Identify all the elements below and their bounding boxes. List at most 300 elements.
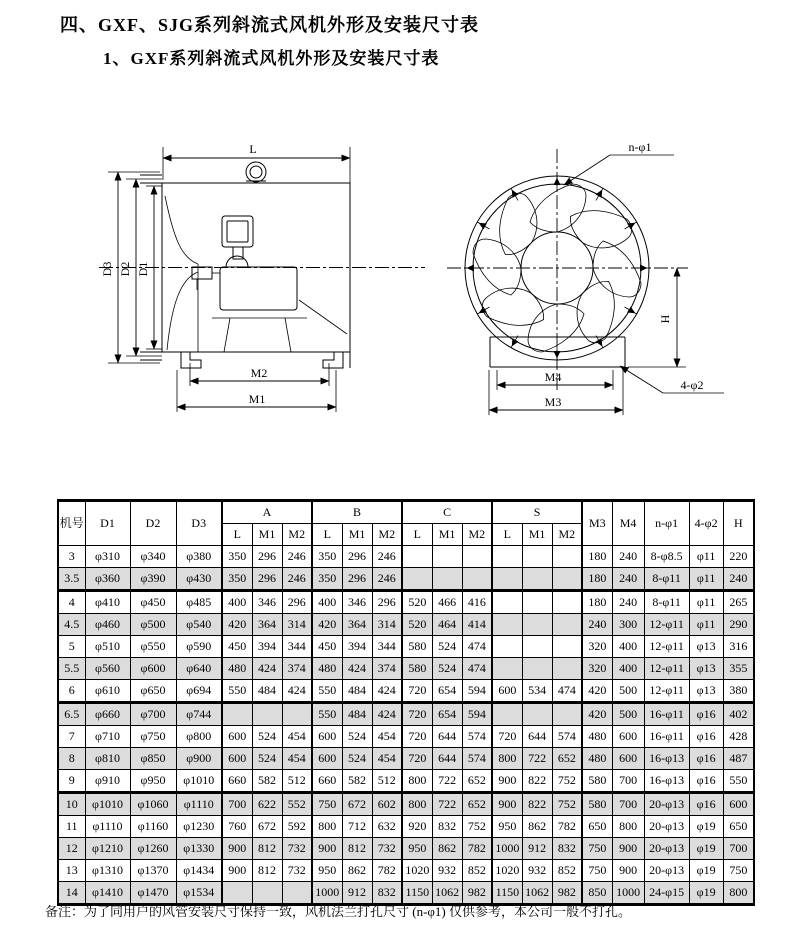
- table-cell: 240: [612, 546, 644, 568]
- motor-assembly: [192, 216, 297, 310]
- table-cell: 672: [342, 793, 372, 816]
- col-header-d2: D2: [130, 501, 176, 546]
- table-cell: 1000: [312, 882, 342, 905]
- callout-n-phi1: [564, 140, 674, 185]
- table-cell: 296: [342, 546, 372, 568]
- table-cell: φ540: [176, 614, 222, 636]
- table-cell: 1020: [402, 860, 432, 882]
- table-cell: 644: [522, 726, 552, 748]
- table-cell: 454: [372, 748, 402, 770]
- table-cell: 524: [342, 726, 372, 748]
- table-cell: 720: [492, 726, 522, 748]
- table-cell: 5.5: [58, 658, 85, 680]
- fan-front-view-drawing: [440, 140, 760, 422]
- table-cell: 240: [582, 614, 612, 636]
- table-cell: [402, 568, 432, 591]
- table-cell: φ13: [689, 680, 723, 703]
- table-cell: φ460: [85, 614, 130, 636]
- table-cell: 6: [58, 680, 85, 703]
- table-cell: 752: [552, 793, 582, 816]
- table-cell: φ16: [689, 726, 723, 748]
- table-cell: 246: [372, 546, 402, 568]
- table-cell: 602: [372, 793, 402, 816]
- table-cell: φ610: [85, 680, 130, 703]
- col-group-c: C: [402, 501, 492, 524]
- table-cell: φ1410: [85, 882, 130, 905]
- table-cell: 800: [492, 748, 522, 770]
- table-cell: φ16: [689, 703, 723, 726]
- table-cell: [552, 658, 582, 680]
- fan-table-body: [58, 546, 754, 905]
- fan-dimension-table: [57, 499, 755, 906]
- table-cell: [402, 546, 432, 568]
- table-cell: 592: [282, 816, 312, 838]
- table-cell: 512: [282, 770, 312, 793]
- label-H: H: [658, 314, 672, 324]
- table-cell: 720: [402, 703, 432, 726]
- table-cell: φ1370: [130, 860, 176, 882]
- table-cell: φ950: [130, 770, 176, 793]
- table-cell: 296: [342, 568, 372, 591]
- table-cell: φ1330: [176, 838, 222, 860]
- table-cell: 722: [432, 770, 462, 793]
- table-cell: φ380: [176, 546, 222, 568]
- table-cell: 316: [723, 636, 754, 658]
- table-cell: 574: [462, 726, 492, 748]
- table-cell: 466: [432, 591, 462, 614]
- table-cell: 800: [402, 793, 432, 816]
- table-row: [58, 568, 754, 591]
- table-cell: 520: [402, 614, 432, 636]
- table-cell: 594: [462, 703, 492, 726]
- table-cell: [522, 658, 552, 680]
- table-cell: 400: [612, 636, 644, 658]
- subcol-s-m2: M2: [552, 524, 582, 546]
- table-cell: 296: [372, 591, 402, 614]
- table-cell: φ1230: [176, 816, 222, 838]
- table-cell: [522, 703, 552, 726]
- table-cell: [282, 703, 312, 726]
- table-cell: 812: [342, 838, 372, 860]
- table-cell: 720: [402, 680, 432, 703]
- table-cell: φ19: [689, 838, 723, 860]
- table-row: [58, 591, 754, 614]
- table-cell: 900: [612, 838, 644, 860]
- table-cell: 552: [282, 793, 312, 816]
- table-cell: 416: [462, 591, 492, 614]
- table-cell: 394: [252, 636, 282, 658]
- table-cell: 3.5: [58, 568, 85, 591]
- table-cell: φ660: [85, 703, 130, 726]
- table-cell: 8-φ11: [644, 591, 689, 614]
- table-cell: 520: [402, 591, 432, 614]
- table-cell: 420: [582, 703, 612, 726]
- table-cell: 300: [612, 614, 644, 636]
- footnote: 备注：为了同用户的风管安装尺寸保持一致，风机法兰打孔尺寸 (n-φ1) 仅供参考，本公司一般不打孔。: [45, 904, 631, 919]
- table-cell: 950: [312, 860, 342, 882]
- table-cell: 346: [342, 591, 372, 614]
- table-cell: 9: [58, 770, 85, 793]
- table-cell: 500: [612, 703, 644, 726]
- table-cell: 822: [522, 793, 552, 816]
- table-cell: [462, 568, 492, 591]
- col-header-d1: D1: [85, 501, 130, 546]
- table-cell: φ550: [130, 636, 176, 658]
- table-cell: φ910: [85, 770, 130, 793]
- table-cell: φ310: [85, 546, 130, 568]
- table-cell: [492, 546, 522, 568]
- section-title: 1、GXF系列斜流式风机外形及安装尺寸表: [103, 49, 440, 68]
- table-cell: 20-φ13: [644, 838, 689, 860]
- table-cell: 600: [612, 748, 644, 770]
- subcol-c-m2: M2: [462, 524, 492, 546]
- table-cell: 812: [252, 860, 282, 882]
- table-cell: 350: [222, 546, 252, 568]
- table-cell: 20-φ13: [644, 860, 689, 882]
- table-cell: 480: [312, 658, 342, 680]
- table-cell: 180: [582, 546, 612, 568]
- table-cell: 355: [723, 658, 754, 680]
- table-cell: φ1110: [176, 793, 222, 816]
- table-cell: 364: [342, 614, 372, 636]
- table-cell: 12-φ11: [644, 636, 689, 658]
- table-cell: φ19: [689, 816, 723, 838]
- table-cell: 296: [252, 568, 282, 591]
- table-cell: 246: [372, 568, 402, 591]
- table-cell: 594: [462, 680, 492, 703]
- table-cell: φ800: [176, 726, 222, 748]
- table-cell: φ16: [689, 793, 723, 816]
- table-cell: 950: [402, 838, 432, 860]
- table-cell: 484: [342, 703, 372, 726]
- table-cell: 750: [582, 860, 612, 882]
- table-cell: φ1434: [176, 860, 222, 882]
- table-row: [58, 816, 754, 838]
- table-cell: 750: [312, 793, 342, 816]
- table-cell: φ850: [130, 748, 176, 770]
- label-D3: D3: [100, 261, 114, 277]
- table-cell: 12: [58, 838, 85, 860]
- col-header-m4: M4: [612, 501, 644, 546]
- table-cell: 832: [372, 882, 402, 905]
- table-cell: 800: [723, 882, 754, 905]
- table-cell: 862: [522, 816, 552, 838]
- table-cell: 180: [582, 568, 612, 591]
- table-cell: 752: [552, 770, 582, 793]
- table-cell: [522, 591, 552, 614]
- table-cell: [522, 636, 552, 658]
- label-M1: M1: [248, 392, 266, 406]
- table-cell: 1062: [432, 882, 462, 905]
- table-cell: φ710: [85, 726, 130, 748]
- table-cell: 750: [582, 838, 612, 860]
- table-cell: 240: [723, 568, 754, 591]
- table-cell: 364: [252, 614, 282, 636]
- subcol-s-m1: M1: [522, 524, 552, 546]
- table-cell: [492, 703, 522, 726]
- table-cell: 1150: [402, 882, 432, 905]
- table-cell: 550: [312, 680, 342, 703]
- table-cell: φ16: [689, 748, 723, 770]
- col-group-b: B: [312, 501, 402, 524]
- page-title: 四、GXF、SJG系列斜流式风机外形及安装尺寸表: [60, 15, 480, 35]
- table-cell: 750: [723, 860, 754, 882]
- table-cell: 464: [432, 614, 462, 636]
- subcol-b-m1: M1: [342, 524, 372, 546]
- table-cell: 454: [372, 726, 402, 748]
- table-cell: 1020: [492, 860, 522, 882]
- table-cell: 400: [222, 591, 252, 614]
- table-cell: 900: [492, 793, 522, 816]
- col-header-d3: D3: [176, 501, 222, 546]
- dim-M2: [190, 363, 329, 386]
- table-row: [58, 546, 754, 568]
- table-cell: [432, 546, 462, 568]
- label-D1: D1: [136, 261, 150, 277]
- table-cell: 424: [342, 658, 372, 680]
- col-header-4-phi2: 4-φ2: [689, 501, 723, 546]
- table-cell: 180: [582, 591, 612, 614]
- table-cell: 10: [58, 793, 85, 816]
- table-cell: 12-φ11: [644, 614, 689, 636]
- label-D2: D2: [118, 261, 132, 277]
- table-cell: 16-φ11: [644, 703, 689, 726]
- table-cell: φ19: [689, 882, 723, 905]
- table-cell: 550: [312, 703, 342, 726]
- table-cell: 850: [582, 882, 612, 905]
- table-cell: 912: [522, 838, 552, 860]
- table-cell: φ16: [689, 770, 723, 793]
- table-cell: 550: [723, 770, 754, 793]
- table-cell: φ11: [689, 546, 723, 568]
- table-row: [58, 748, 754, 770]
- lifting-eye: [242, 162, 270, 183]
- table-cell: φ1010: [176, 770, 222, 793]
- table-cell: 862: [432, 838, 462, 860]
- table-cell: 580: [582, 793, 612, 816]
- table-cell: 800: [612, 816, 644, 838]
- table-cell: 16-φ13: [644, 748, 689, 770]
- table-cell: 7: [58, 726, 85, 748]
- table-cell: 480: [222, 658, 252, 680]
- table-cell: 12-φ11: [644, 658, 689, 680]
- table-cell: 900: [612, 860, 644, 882]
- subcol-b-m2: M2: [372, 524, 402, 546]
- subcol-a-m1: M1: [252, 524, 282, 546]
- table-cell: 246: [282, 546, 312, 568]
- table-cell: 296: [252, 546, 282, 568]
- table-cell: 20-φ13: [644, 816, 689, 838]
- table-row: [58, 658, 754, 680]
- table-cell: 487: [723, 748, 754, 770]
- table-cell: 480: [582, 748, 612, 770]
- table-cell: [492, 568, 522, 591]
- table-cell: 720: [402, 726, 432, 748]
- table-cell: [492, 614, 522, 636]
- table-cell: 420: [582, 680, 612, 703]
- table-cell: φ450: [130, 591, 176, 614]
- table-cell: 782: [372, 860, 402, 882]
- table-cell: 650: [723, 816, 754, 838]
- table-cell: φ750: [130, 726, 176, 748]
- dim-H: [628, 268, 686, 367]
- table-cell: 672: [252, 816, 282, 838]
- table-cell: φ1160: [130, 816, 176, 838]
- table-cell: φ1260: [130, 838, 176, 860]
- table-cell: 900: [312, 838, 342, 860]
- table-cell: 760: [222, 816, 252, 838]
- table-cell: 240: [612, 591, 644, 614]
- table-cell: 524: [432, 658, 462, 680]
- table-cell: 524: [252, 748, 282, 770]
- table-cell: 320: [582, 636, 612, 658]
- table-cell: 3: [58, 546, 85, 568]
- table-cell: 290: [723, 614, 754, 636]
- subcol-c-m1: M1: [432, 524, 462, 546]
- table-cell: 700: [222, 793, 252, 816]
- table-cell: 374: [282, 658, 312, 680]
- table-row: [58, 614, 754, 636]
- table-cell: 344: [372, 636, 402, 658]
- table-cell: φ1010: [85, 793, 130, 816]
- table-cell: 350: [222, 568, 252, 591]
- table-cell: φ340: [130, 546, 176, 568]
- col-group-a: A: [222, 501, 312, 524]
- table-cell: 900: [492, 770, 522, 793]
- table-cell: 920: [402, 816, 432, 838]
- table-cell: 582: [342, 770, 372, 793]
- col-header-h: H: [723, 501, 754, 546]
- table-cell: 454: [282, 748, 312, 770]
- table-cell: φ810: [85, 748, 130, 770]
- label-M3: M3: [544, 395, 562, 409]
- table-cell: [432, 568, 462, 591]
- table-cell: φ485: [176, 591, 222, 614]
- table-cell: 652: [462, 770, 492, 793]
- table-cell: 474: [552, 680, 582, 703]
- table-cell: 220: [723, 546, 754, 568]
- table-cell: [552, 546, 582, 568]
- table-cell: 600: [312, 748, 342, 770]
- table-cell: 722: [432, 793, 462, 816]
- table-cell: φ500: [130, 614, 176, 636]
- table-cell: 346: [252, 591, 282, 614]
- table-cell: 600: [312, 726, 342, 748]
- label-4-phi2: 4-φ2: [680, 378, 704, 392]
- table-cell: 600: [222, 748, 252, 770]
- table-cell: 14: [58, 882, 85, 905]
- table-cell: 932: [522, 860, 552, 882]
- table-cell: 8-φ11: [644, 568, 689, 591]
- table-cell: φ13: [689, 658, 723, 680]
- table-cell: [552, 636, 582, 658]
- table-cell: 524: [252, 726, 282, 748]
- table-cell: 982: [552, 882, 582, 905]
- table-cell: 600: [612, 726, 644, 748]
- table-cell: 344: [282, 636, 312, 658]
- table-cell: 660: [222, 770, 252, 793]
- table-cell: φ390: [130, 568, 176, 591]
- table-cell: 600: [492, 680, 522, 703]
- table-cell: φ410: [85, 591, 130, 614]
- table-cell: 812: [252, 838, 282, 860]
- table-cell: 350: [312, 568, 342, 591]
- table-cell: 822: [522, 770, 552, 793]
- table-cell: 420: [312, 614, 342, 636]
- table-cell: 574: [552, 726, 582, 748]
- table-cell: 622: [252, 793, 282, 816]
- col-header-n-phi1: n-φ1: [644, 501, 689, 546]
- table-cell: 240: [612, 568, 644, 591]
- table-cell: 420: [222, 614, 252, 636]
- table-cell: 752: [462, 816, 492, 838]
- table-cell: 4.5: [58, 614, 85, 636]
- table-cell: 900: [222, 860, 252, 882]
- table-cell: 900: [222, 838, 252, 860]
- table-cell: 296: [282, 591, 312, 614]
- table-cell: φ1470: [130, 882, 176, 905]
- table-cell: 374: [372, 658, 402, 680]
- table-row: [58, 838, 754, 860]
- subcol-b-l: L: [312, 524, 342, 546]
- subcol-a-m2: M2: [282, 524, 312, 546]
- table-cell: 320: [582, 658, 612, 680]
- table-row: [58, 680, 754, 703]
- table-cell: 652: [552, 748, 582, 770]
- table-cell: [222, 703, 252, 726]
- table-cell: φ1310: [85, 860, 130, 882]
- table-cell: 474: [462, 658, 492, 680]
- table-cell: 402: [723, 703, 754, 726]
- table-cell: 580: [402, 636, 432, 658]
- table-cell: 524: [342, 748, 372, 770]
- table-cell: 600: [723, 793, 754, 816]
- table-cell: 660: [312, 770, 342, 793]
- table-cell: 712: [342, 816, 372, 838]
- table-cell: 454: [282, 726, 312, 748]
- table-cell: 12-φ11: [644, 680, 689, 703]
- table-cell: 644: [432, 726, 462, 748]
- table-cell: [492, 636, 522, 658]
- table-cell: φ11: [689, 614, 723, 636]
- table-cell: 16-φ11: [644, 726, 689, 748]
- dim-M4: [497, 370, 613, 390]
- table-cell: [492, 658, 522, 680]
- table-cell: φ560: [85, 658, 130, 680]
- table-cell: 20-φ13: [644, 793, 689, 816]
- table-cell: φ360: [85, 568, 130, 591]
- table-cell: 484: [252, 680, 282, 703]
- table-cell: 580: [402, 658, 432, 680]
- table-cell: [252, 703, 282, 726]
- table-cell: 400: [612, 658, 644, 680]
- table-cell: 314: [282, 614, 312, 636]
- table-cell: 24-φ15: [644, 882, 689, 905]
- table-cell: φ1210: [85, 838, 130, 860]
- table-cell: 424: [372, 680, 402, 703]
- table-cell: 862: [342, 860, 372, 882]
- label-M2: M2: [250, 366, 268, 380]
- table-cell: 6.5: [58, 703, 85, 726]
- table-cell: 912: [342, 882, 372, 905]
- table-cell: φ590: [176, 636, 222, 658]
- table-cell: 650: [582, 816, 612, 838]
- table-cell: [552, 591, 582, 614]
- table-cell: 400: [312, 591, 342, 614]
- table-cell: φ694: [176, 680, 222, 703]
- table-cell: [522, 614, 552, 636]
- table-cell: φ900: [176, 748, 222, 770]
